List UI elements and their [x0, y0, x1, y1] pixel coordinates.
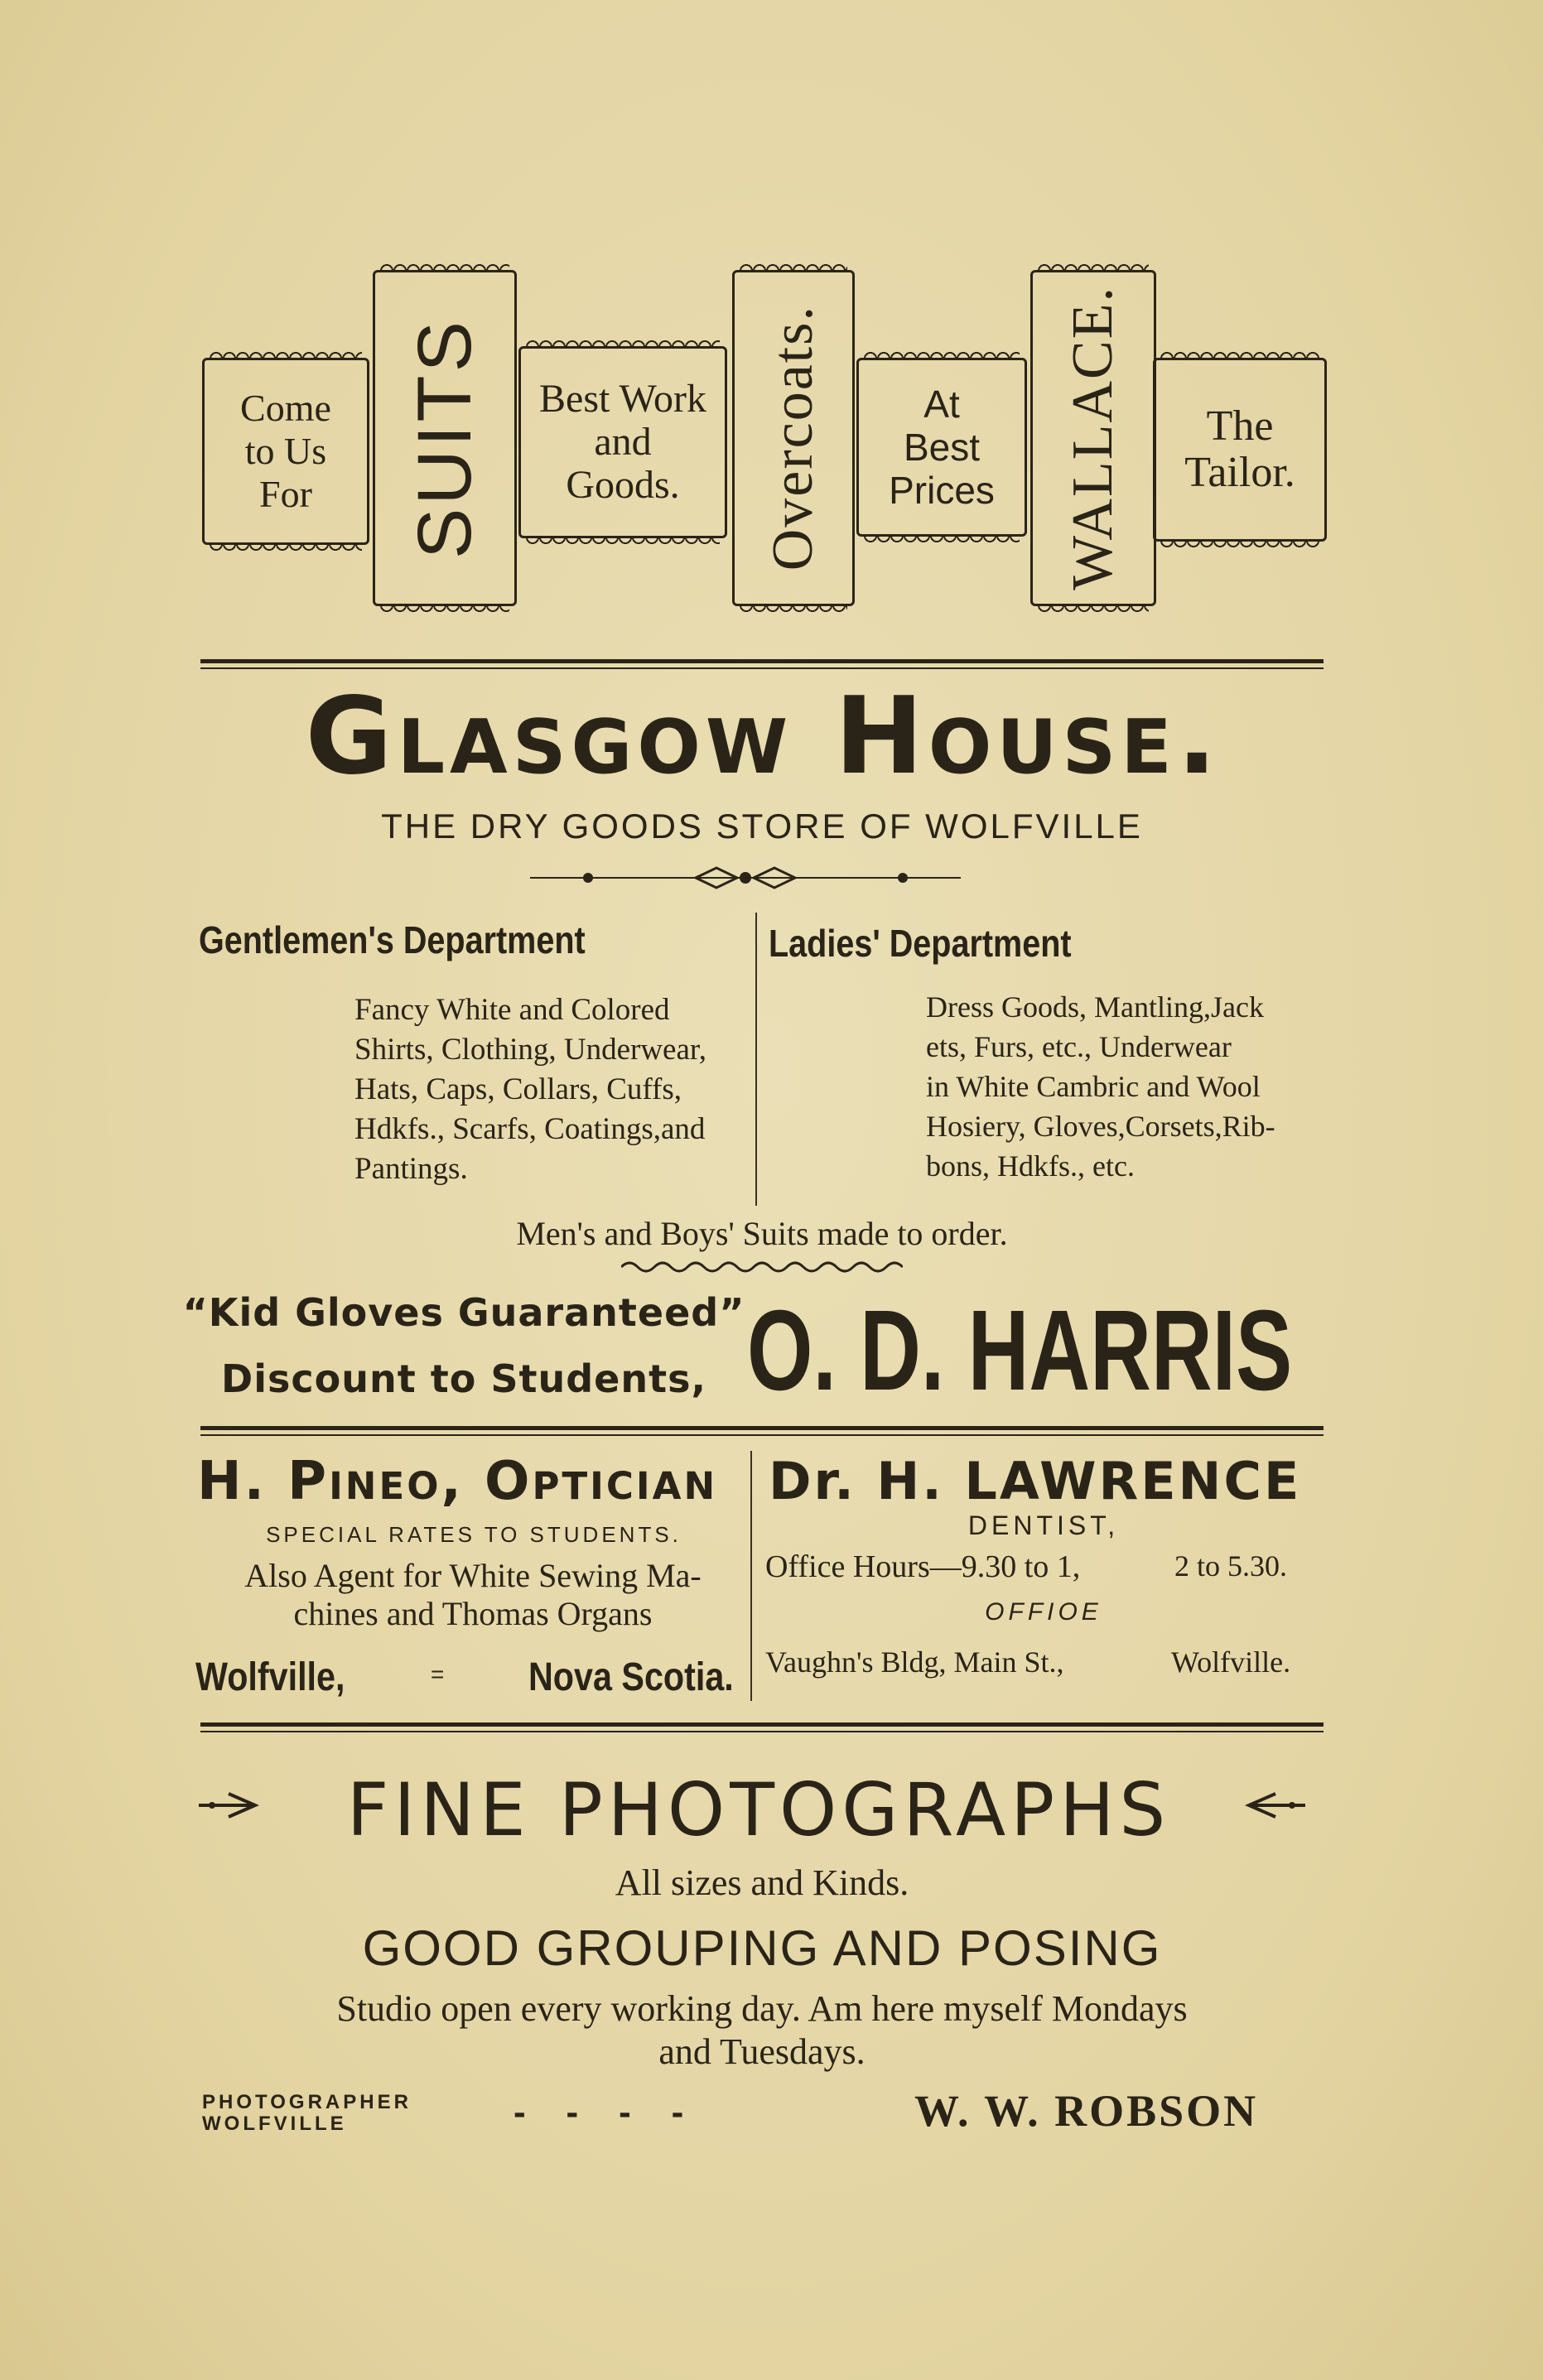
banner-box-line: Goods.	[566, 463, 680, 507]
section-rule-thin	[200, 667, 1324, 669]
all-sizes: All sizes and Kinds.	[615, 1862, 909, 1903]
section-rule	[200, 659, 1324, 663]
section-rule	[200, 1426, 1324, 1430]
lawrence-name: Dr. H. LAWRENCE	[769, 1451, 1302, 1511]
pineo-agent-line: Also Agent for White Sewing Ma-	[244, 1557, 702, 1594]
fine-photographs-title: FINE PHOTOGRAPHS	[346, 1767, 1171, 1852]
banner-box-line: The	[1206, 402, 1274, 450]
good-grouping: GOOD GROUPING AND POSING	[362, 1920, 1162, 1976]
section-rule-thin	[200, 1434, 1324, 1436]
gentlemen-line: Hdkfs., Scarfs, Coatings,and	[354, 1112, 706, 1146]
proprietor-name: O. D. HARRIS	[747, 1287, 1293, 1414]
ladies-text	[926, 987, 1324, 1186]
section-rule	[200, 1722, 1324, 1727]
ornament-divider	[530, 861, 961, 894]
banner-box-vertical-text: SUITS	[402, 317, 487, 559]
ladies-line: ets, Furs, etc., Underwear	[926, 1030, 1232, 1063]
banner-box-line: For	[259, 473, 312, 515]
photographer-name: W. W. ROBSON	[914, 2086, 1259, 2136]
banner-box-line: to Us	[244, 430, 327, 472]
banner-box-line: and	[594, 420, 652, 464]
ladies-line: Dress Goods, Mantling,Jack	[926, 990, 1264, 1024]
banner-box-the-tailor	[1153, 358, 1327, 542]
studio-line: and Tuesdays.	[658, 2031, 866, 2072]
pineo-separator: =	[431, 1661, 445, 1687]
leader-dashes: - - - -	[514, 2092, 684, 2132]
photographer-label	[202, 2092, 412, 2135]
glasgow-subtitle: THE DRY GOODS STORE OF WOLFVILLE	[381, 807, 1143, 846]
lawrence-office: OFFIOE	[985, 1598, 1102, 1626]
section-rule-thin	[200, 1731, 1324, 1732]
banner-box-vertical-text: Overcoats.	[761, 305, 825, 571]
banner-box-suits	[373, 270, 517, 606]
ladies-line: Hosiery, Gloves,Corsets,Rib-	[926, 1110, 1275, 1143]
pineo-town: Wolfville,	[195, 1655, 345, 1699]
lawrence-title: DENTIST,	[967, 1510, 1120, 1540]
banner-box-line: Prices	[889, 469, 995, 512]
arrow-ornament-right-icon	[1242, 1789, 1309, 1822]
pineo-name: H. Pineo, Optician	[197, 1451, 718, 1512]
discount-to-students: Discount to Students,	[221, 1356, 706, 1401]
suits-made-to-order: Men's and Boys' Suits made to order.	[516, 1215, 1008, 1252]
gentlemen-text	[354, 990, 757, 1189]
gentlemen-line: Pantings.	[354, 1152, 468, 1186]
column-divider	[750, 1451, 752, 1701]
glasgow-title: Glasgow House.	[305, 675, 1222, 798]
studio-line: Studio open every working day. Am here myself Mondays	[336, 1988, 1188, 2029]
banner-box-vertical-text: WALLACE.	[1061, 286, 1125, 590]
banner-box-line: Best Work	[539, 377, 706, 421]
banner-box-line: Tailor.	[1184, 449, 1295, 496]
pineo-special-rates: SPECIAL RATES TO STUDENTS.	[266, 1522, 682, 1547]
banner-box-at-best-prices	[856, 358, 1027, 537]
ladies-line: bons, Hdkfs., etc.	[926, 1149, 1135, 1183]
gentlemen-line: Fancy White and Colored	[354, 993, 670, 1027]
column-divider	[755, 913, 757, 1206]
ladies-heading: Ladies' Department	[769, 922, 1072, 965]
banner-box-best-work	[518, 346, 727, 538]
banner-box-overcoats	[732, 270, 855, 606]
banner-box-line: At	[923, 383, 960, 426]
pineo-province: Nova Scotia.	[528, 1655, 734, 1699]
banner-box-line: Best	[903, 426, 981, 469]
pineo-agent-line: chines and Thomas Organs	[293, 1595, 653, 1632]
banner-box-come-to-us	[202, 358, 369, 545]
lawrence-address: Vaughn's Bldg, Main St.,	[765, 1645, 1064, 1679]
gentlemen-line: Hats, Caps, Collars, Cuffs,	[354, 1072, 682, 1106]
lawrence-town: Wolfville.	[1171, 1645, 1291, 1679]
gentlemen-heading: Gentlemen's Department	[199, 918, 586, 961]
banner-box-line: Come	[240, 387, 331, 429]
banner-box-wallace	[1030, 270, 1156, 606]
photographer-label-line: PHOTOGRAPHER	[202, 2091, 412, 2113]
kid-gloves: “Kid Gloves Guaranteed”	[182, 1290, 745, 1335]
lawrence-hours-pm: 2 to 5.30.	[1174, 1549, 1288, 1583]
photographer-label-line: WOLFVILLE	[202, 2113, 347, 2135]
ladies-line: in White Cambric and Wool	[926, 1070, 1261, 1103]
lawrence-hours: Office Hours—9.30 to 1,	[765, 1549, 1081, 1584]
wavy-underline	[621, 1259, 903, 1275]
arrow-ornament-left-icon	[195, 1789, 262, 1822]
gentlemen-line: Shirts, Clothing, Underwear,	[354, 1033, 706, 1067]
pineo-agent	[195, 1557, 750, 1633]
studio-hours	[192, 1987, 1332, 2074]
